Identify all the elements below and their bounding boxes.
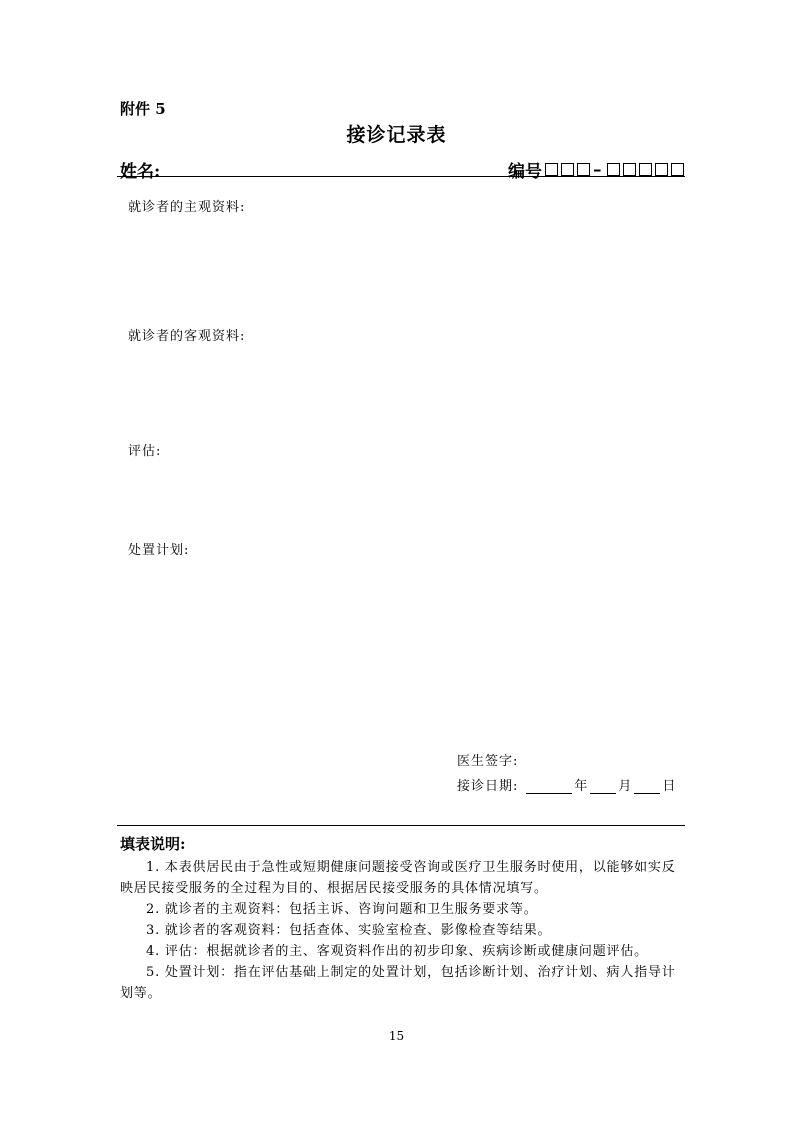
- note-item: 2. 就诊者的主观资料：包括主诉、咨询问题和卫生服务要求等。: [146, 902, 538, 917]
- record-number: [508, 157, 684, 182]
- name-label: 姓名:: [120, 162, 161, 182]
- month-label: 月: [618, 779, 633, 794]
- number-box: [561, 163, 574, 176]
- notes-list: [120, 857, 685, 1004]
- year-label: 年: [574, 779, 589, 794]
- header-rule: [117, 176, 685, 177]
- plan-label: 处置计划:: [128, 543, 190, 558]
- page-number: 15: [388, 1029, 405, 1043]
- number-box: [623, 163, 636, 176]
- doctor-signature-label: 医生签字:: [457, 754, 519, 769]
- visit-date: [457, 775, 676, 794]
- form-title: 接诊记录表: [346, 124, 447, 146]
- day-blank: [634, 779, 660, 794]
- number-box: [671, 163, 684, 176]
- date-label: 接诊日期:: [457, 779, 519, 794]
- notes-rule: [117, 825, 685, 826]
- attachment-label: 附件 5: [120, 100, 166, 118]
- assessment-label: 评估:: [128, 444, 162, 459]
- number-box: [577, 163, 590, 176]
- number-box: [545, 163, 558, 176]
- number-label: 编号: [508, 162, 542, 182]
- subjective-label: 就诊者的主观资料:: [128, 200, 246, 215]
- note-item: 5. 处置计划：指在评估基础上制定的处置计划，包括诊断计划、治疗计划、病人指导计划等。: [120, 965, 676, 1001]
- note-item: 3. 就诊者的客观资料：包括查体、实验室检查、影像检查等结果。: [146, 923, 552, 938]
- number-separator: –: [593, 159, 602, 180]
- note-item: 1. 本表供居民由于急性或短期健康问题接受咨询或医疗卫生服务时使用，以能够如实反映居民接受服务的全过程为目的、根据居民接受服务的具体情况填写。: [120, 860, 676, 896]
- day-label: 日: [662, 779, 677, 794]
- year-blank: [526, 779, 572, 794]
- note-item: 4. 评估：根据就诊者的主、客观资料作出的初步印象、疾病诊断或健康问题评估。: [146, 944, 648, 959]
- number-box: [655, 163, 668, 176]
- notes-heading: 填表说明:: [120, 835, 186, 853]
- number-box: [607, 163, 620, 176]
- month-blank: [590, 779, 616, 794]
- objective-label: 就诊者的客观资料:: [128, 329, 246, 344]
- number-box: [639, 163, 652, 176]
